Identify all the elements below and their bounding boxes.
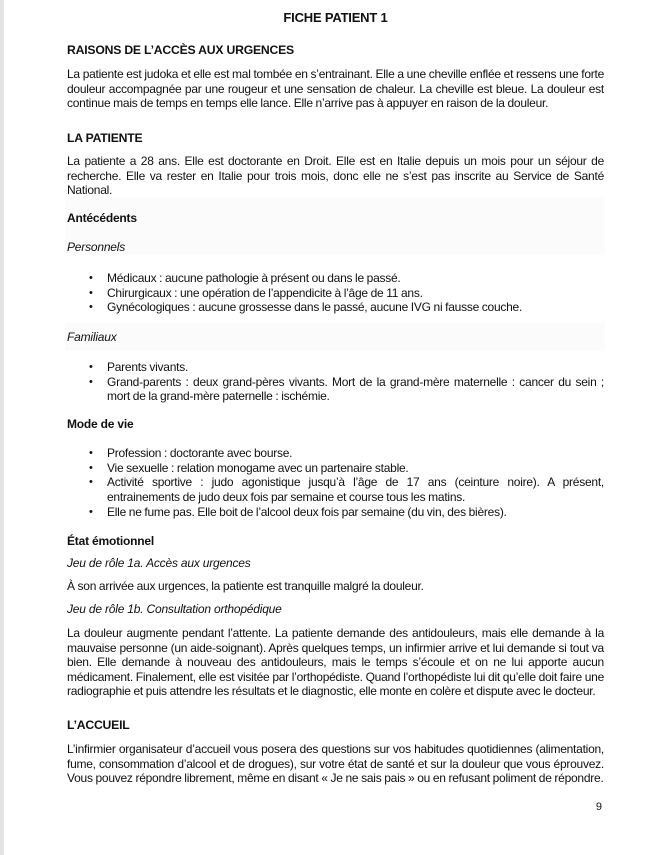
- heading-accueil: L’ACCUEIL: [67, 718, 130, 732]
- list-mode-de-vie: [67, 446, 604, 520]
- heading-familiaux: Familiaux: [67, 330, 117, 344]
- document-title: FICHE PATIENT 1: [283, 10, 388, 25]
- list-familiaux: [67, 360, 604, 404]
- page-number: 9: [595, 801, 602, 813]
- heading-personnels: Personnels: [67, 240, 126, 254]
- paragraph-role-1b: La douleur augmente pendant l’attente. La patiente demande des antidouleurs, mais elle demande à la mauvaise personne (un aide-soignant). Après quelques temps, un infirmier arrive et lui demande si tout va bien. Elle demande à nouveau des antidouleurs, mais le temps s’écoule et on ne lui apporte aucun médicament. Finalement, elle est visitée par l’orthopédiste. Quand l’orthopédiste lui dit qu’elle doit faire une radiographie et puis attendre les résultats et le diagnostic, elle monte en colère et dispute avec le docteur.: [67, 626, 604, 698]
- heading-antecedents: Antécédents: [67, 211, 137, 225]
- paragraph-patiente: La patiente a 28 ans. Elle est doctorante en Droit. Elle est en Italie depuis un mois pour un séjour de recherche. Elle va rester en Italie pour trois mois, donc elle ne s’est pas inscrite au Service de Santé National.: [67, 154, 604, 197]
- heading-role-1b: Jeu de rôle 1b. Consultation orthopédique: [67, 602, 282, 616]
- paragraph-role-1a: À son arrivée aux urgences, la patiente est tranquille malgré la douleur.: [67, 579, 424, 593]
- antecedents-shade: [65, 197, 605, 255]
- familiaux-shade: [65, 323, 605, 351]
- heading-role-1a: Jeu de rôle 1a. Accès aux urgences: [67, 556, 251, 570]
- page-left-edge: [0, 0, 4, 855]
- list-item: • Activité sportive : judo agonistique jusqu’à l’âge de 17 ans (ceinture noire). A présent, entrainements de judo deux fois par semaine et course tous les matins.: [67, 475, 604, 504]
- list-personnels: [67, 271, 604, 315]
- list-item: • Médicaux : aucune pathologie à présent ou dans le passé.: [67, 271, 604, 286]
- list-item: • Elle ne fume pas. Elle boit de l’alcool deux fois par semaine (du vin, des bières).: [67, 505, 604, 520]
- heading-patiente: LA PATIENTE: [67, 131, 143, 145]
- list-item: • Gynécologiques : aucune grossesse dans le passé, aucune IVG ni fausse couche.: [67, 300, 604, 315]
- heading-etat-emotionnel: État émotionnel: [67, 534, 155, 548]
- list-item: • Parents vivants.: [67, 360, 604, 375]
- list-item: • Profession : doctorante avec bourse.: [67, 446, 604, 461]
- list-item: • Grand-parents : deux grand-pères vivants. Mort de la grand-mère maternelle : cancer du sein ; mort de la grand-mère paternelle : ischémie.: [67, 375, 604, 404]
- heading-raisons: RAISONS DE L’ACCÈS AUX URGENCES: [67, 43, 294, 57]
- heading-mode-de-vie: Mode de vie: [67, 417, 134, 431]
- paragraph-accueil: L’infirmier organisateur d’accueil vous posera des questions sur vos habitudes quotidiennes (alimentation, fume, consommation d’alcool et de drogues), sur votre état de santé et sur la douleur que vous éprouvez. Vous pouvez répondre librement, même en disant « Je ne sais pais » ou en refusant poliment de répondre.: [67, 742, 604, 785]
- list-item: • Chirurgicaux : une opération de l’appendicite à l’âge de 11 ans.: [67, 286, 604, 301]
- paragraph-raisons: La patiente est judoka et elle est mal tombée en s’entrainant. Elle a une cheville enflée et ressens une forte douleur accompagnée par une rougeur et une sensation de chaleur. La cheville est bleue. La douleur est continue mais de temps en temps elle lance. Elle n’arrive pas à appuyer en raison de la douleur.: [67, 67, 604, 110]
- list-item: • Vie sexuelle : relation monogame avec un partenaire stable.: [67, 461, 604, 476]
